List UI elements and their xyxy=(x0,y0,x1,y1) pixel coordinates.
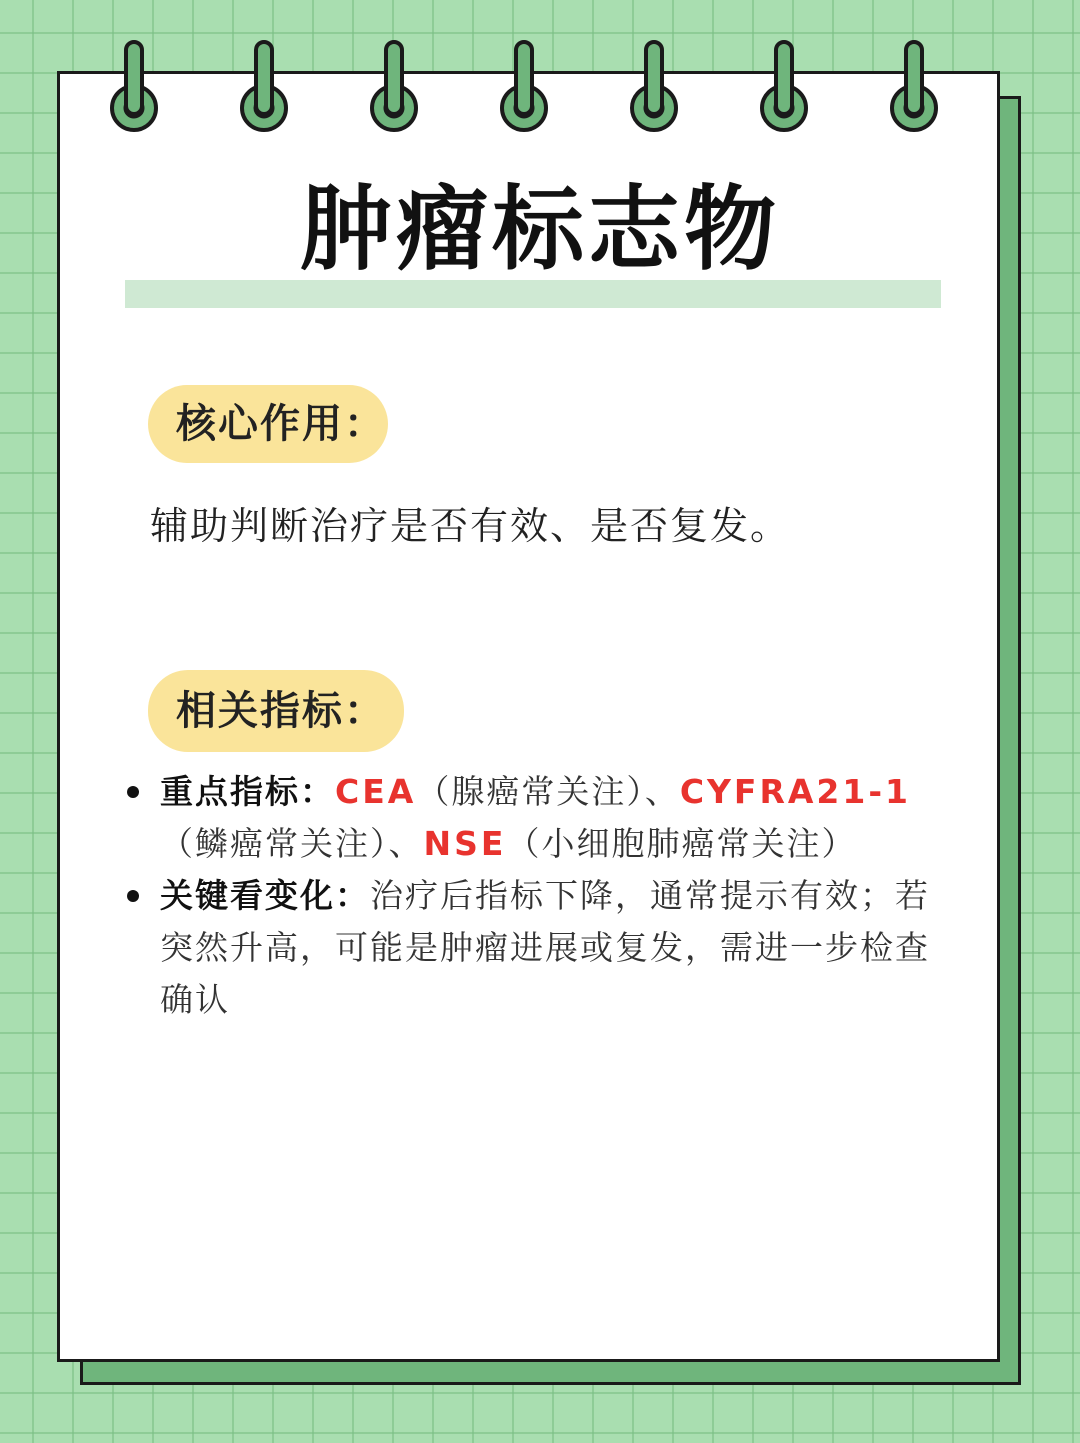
binder-ring-icon xyxy=(888,40,940,136)
bullet-dot-icon xyxy=(127,890,139,902)
marker-note: （小细胞肺癌常关注） xyxy=(506,824,857,863)
list-item xyxy=(125,870,955,1026)
binder-ring-icon xyxy=(108,40,160,136)
binder-ring-icon xyxy=(628,40,680,136)
bullet-dot-icon xyxy=(127,786,139,798)
bullet-label: 重点指标： xyxy=(160,772,335,811)
binder-ring-icon xyxy=(498,40,550,136)
marker-note: （鳞癌常关注）、 xyxy=(160,824,424,863)
marker-note: （腺癌常关注）、 xyxy=(416,772,680,811)
bullet-label: 关键看变化： xyxy=(160,876,370,915)
section-heading-indicators: 相关指标： xyxy=(148,670,404,752)
binder-ring-icon xyxy=(238,40,290,136)
section-heading-core-role: 核心作用： xyxy=(148,385,388,463)
binder-ring-icon xyxy=(758,40,810,136)
binder-ring-icon xyxy=(368,40,420,136)
list-item xyxy=(125,766,955,870)
page-title: 肿瘤标志物 xyxy=(299,176,780,283)
bullet-text: 治疗后指标下降，通常提示有效；若突然升高，可能是肿瘤进展或复发，需进一步检查确认 xyxy=(160,876,930,1019)
indicator-list xyxy=(125,766,955,1026)
marker-cea: CEA xyxy=(335,772,417,811)
core-role-text: 辅助判断治疗是否有效、是否复发。 xyxy=(150,504,791,548)
marker-nse: NSE xyxy=(423,824,507,863)
marker-cyfra: CYFRA21-1 xyxy=(679,772,911,811)
